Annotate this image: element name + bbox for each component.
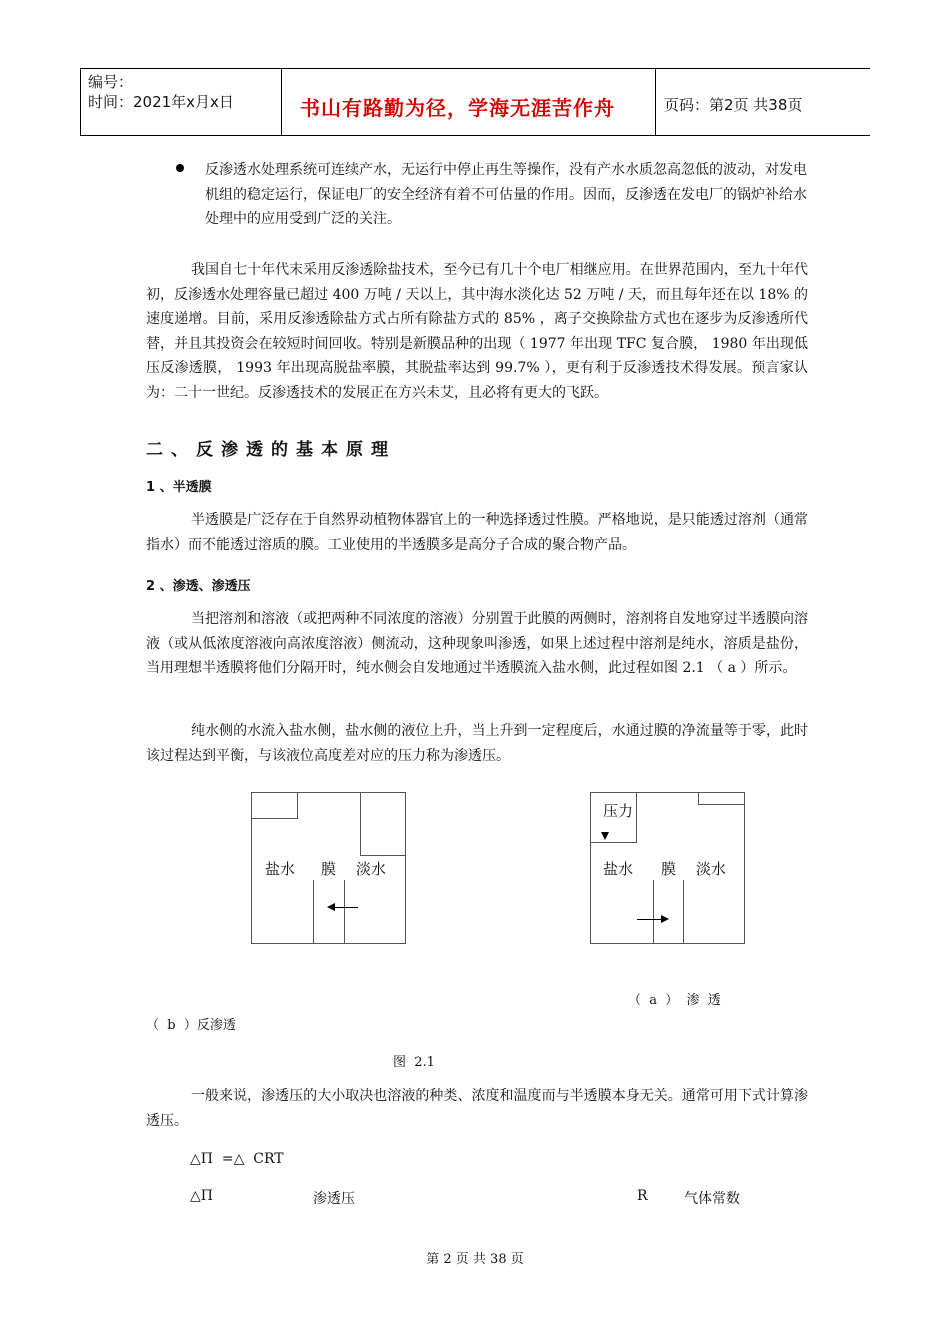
legend-symbol: △Π bbox=[190, 1188, 213, 1204]
formula-intro-paragraph: 一般来说，渗透压的大小取决也溶液的种类、浓度和温度而与半透膜本身无关。通常可用下式计算渗透压。 bbox=[146, 1088, 808, 1129]
fig-b-membrane-label: 膜 bbox=[661, 860, 677, 878]
caption-b: （ b ）反渗透 bbox=[146, 1018, 236, 1033]
bullet-dot-icon bbox=[176, 164, 184, 172]
down-arrow-icon bbox=[601, 832, 609, 840]
fig-b-fresh-label: 淡水 bbox=[696, 860, 727, 878]
left-arrow-icon bbox=[327, 903, 335, 911]
section-title: 二、反渗透的基本原理 bbox=[146, 440, 396, 460]
fig-a-membrane-label: 膜 bbox=[321, 860, 337, 878]
header-motto: 书山有路勤为径，学海无涯苦作舟 bbox=[300, 96, 615, 120]
subsection-1-title: 1 、半透膜 bbox=[146, 480, 212, 495]
bullet-paragraph: 反渗透水处理系统可连续产水，无运行中停止再生等操作，没有产水水质忽高忽低的波动，对发电机组的稳定运行，保证电厂的安全经济有着不可估量的作用。因而，反渗透在发电厂的锅炉补给水处理中的应用受到广泛的关注。 bbox=[205, 162, 807, 227]
legend-r-desc: 气体常数 bbox=[684, 1191, 740, 1207]
page-footer: 第 2 页 共 38 页 bbox=[426, 1252, 524, 1267]
fig-a-fresh-label: 淡水 bbox=[356, 860, 387, 878]
figure-caption: 图 2.1 bbox=[393, 1055, 435, 1070]
subsection-2-text-2: 纯水侧的水流入盐水侧，盐水侧的液位上升，当上升到一定程度后，水通过膜的净流量等于零，此时该过程达到平衡，与该液位高度差对应的压力称为渗透压。 bbox=[146, 723, 808, 764]
legend-symbol-desc: 渗透压 bbox=[313, 1191, 355, 1207]
right-arrow-icon bbox=[661, 915, 669, 923]
doc-time-label: 时间：2021年x月x日 bbox=[88, 93, 234, 111]
subsection-2-text-1: 当把溶剂和溶液（或把两种不同浓度的溶液）分别置于此膜的两侧时，溶剂将自发地穿过半透膜向溶液（或从低浓度溶液向高浓度溶液）侧流动，这种现象叫渗透，如果上述过程中溶剂是纯水，溶质是盐份，当用理想半透膜将他们分隔开时，纯水侧会自发地通过半透膜流入盐水侧，此过程如图 2.1 （ a ）所示。 bbox=[146, 611, 808, 676]
fig-a-salt-label: 盐水 bbox=[265, 860, 296, 878]
caption-a: （ a ） 渗 透 bbox=[628, 993, 721, 1008]
fig-b-pressure-label: 压力 bbox=[603, 802, 634, 820]
formula: △Π =△ CRT bbox=[190, 1151, 284, 1167]
subsection-1-text: 半透膜是广泛存在于自然界动植物体器官上的一种选择透过性膜。严格地说，是只能透过溶剂（通常指水）而不能透过溶质的膜。工业使用的半透膜多是高分子合成的聚合物产品。 bbox=[146, 512, 808, 553]
subsection-2-title: 2 、渗透、渗透压 bbox=[146, 579, 251, 594]
legend-r-symbol: R bbox=[637, 1188, 648, 1204]
header-page-info: 页码：第2页 共38页 bbox=[664, 96, 803, 114]
doc-number-label: 编号： bbox=[88, 73, 134, 91]
history-paragraph: 我国自七十年代末采用反渗透除盐技术，至今已有几十个电厂相继应用。在世界范围内，至九十年代初，反渗透水处理容量已超过 400 万吨 / 天以上，其中海水淡化达 52 万吨 / 天，而且每年还在以 18% 的速度递增。目前，采用反渗透除盐方式占所有除盐方式的 85% ，离子交换除盐方式也在逐步为反渗透所代替，并且其投资会在较短时间回收。特别是新膜品种的出现（ 1977 年出现 TFC 复合膜， 1980 年出现低压反渗透膜， 1993 年出现高脱盐率膜，其脱盐率达到 99.7% ），更有利于反渗透技术得发展。预言家认为：二十一世纪。反渗透技术的发展正在方兴未艾，且必将有更大的飞跃。 bbox=[146, 262, 808, 401]
fig-b-salt-label: 盐水 bbox=[603, 860, 634, 878]
header-info bbox=[88, 72, 234, 112]
